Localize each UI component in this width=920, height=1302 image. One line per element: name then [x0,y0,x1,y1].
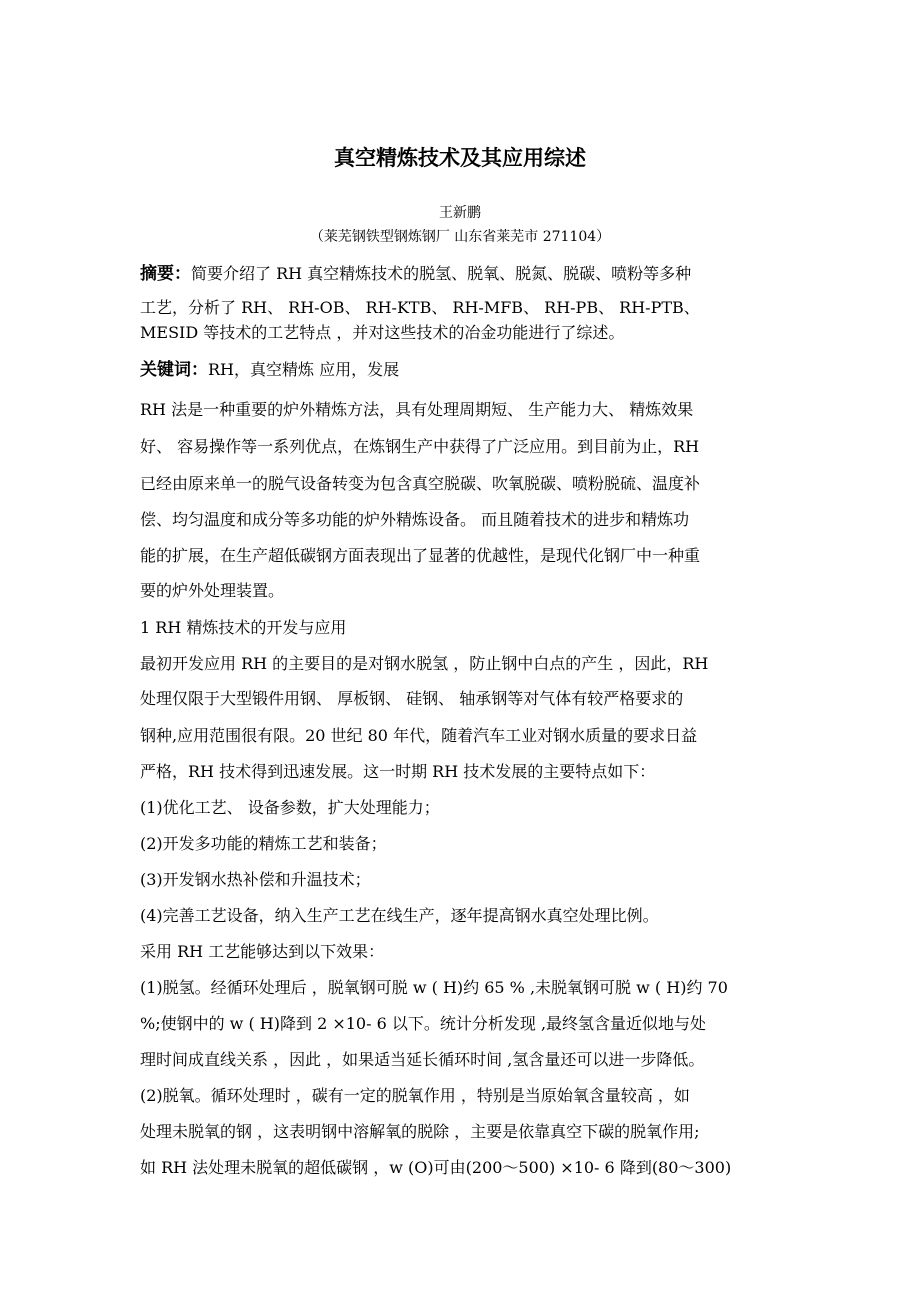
body-line: (1)脱氢。经循环处理后 ，脱氧钢可脱 w ( H)约 65 % ,未脱氧钢可脱 w ( H)约 70 [140,978,728,997]
body-line: (2)脱氧。循环处理时 ，碳有一定的脱氧作用 ，特别是当原始氧含量较高 ，如 [140,1086,690,1105]
author-affiliation: （莱芜钢铁型钢炼钢厂 山东省莱芜市 271104） [309,229,611,245]
body-line: 处理未脱氧的钢 ，这表明钢中溶解氧的脱除 ，主要是依靠真空下碳的脱氧作用; [140,1122,700,1141]
body-line: 好、 容易操作等一系列优点，在炼钢生产中获得了广泛应用。到目前为止，RH [140,437,700,456]
body-line: 理时间成直线关系 ，因此 ，如果适当延长循环时间 ,氢含量还可以进一步降低。 [140,1050,705,1069]
body-line: 严格，RH 技术得到迅速发展。这一时期 RH 技术发展的主要特点如下： [140,762,656,781]
abstract-line-2: 工艺，分析了 RH、 RH-OB、 RH-KTB、 RH-MFB、 RH-PB、 RH-PTB、 [140,298,700,317]
abstract-label: 摘要： [140,264,191,284]
author-name: 王新鹏 [439,205,481,221]
document-title: 真空精炼技术及其应用综述 [334,146,586,170]
body-line: 已经由原来单一的脱气设备转变为包含真空脱碳、吹氧脱碳、喷粉脱硫、温度补 [140,474,701,493]
section-heading: 1 RH 精炼技术的开发与应用 [140,618,347,637]
body-line: RH 法是一种重要的炉外精炼方法，具有处理周期短、 生产能力大、 精炼效果 [140,400,694,419]
list-item: (3)开发钢水热补偿和升温技术； [140,870,371,889]
keywords-label: 关键词： [140,360,208,380]
body-line: 最初开发应用 RH 的主要目的是对钢水脱氢 ，防止钢中白点的产生 ，因此，RH [140,654,709,673]
list-item: (2)开发多功能的精炼工艺和装备； [140,834,387,853]
list-item: (1)优化工艺、 设备参数，扩大处理能力； [140,798,440,817]
keywords-text: RH，真空精炼 应用，发展 [208,360,400,379]
body-line: 钢种,应用范围很有限。20 世纪 80 年代，随着汽车工业对钢水质量的要求日益 [140,726,698,745]
list-item: (4)完善工艺设备，纳入生产工艺在线生产，逐年提高钢水真空处理比例。 [140,906,659,925]
keywords-line [140,358,399,382]
body-line: 如 RH 法处理未脱氧的超低碳钢 ，w (O)可由(200～500) ×10- 6 降到(80～300) [140,1158,732,1177]
abstract-line-3: MESID 等技术的工艺特点 ，并对这些技术的冶金功能进行了综述。 [140,323,625,342]
body-line: 处理仅限于大型锻件用钢、 厚板钢、 硅钢、 轴承钢等对气体有较严格要求的 [140,689,684,708]
body-line: 采用 RH 工艺能够达到以下效果： [140,942,385,961]
body-line: 偿、均匀温度和成分等多功能的炉外精炼设备。 而且随着技术的进步和精炼功 [140,510,690,529]
body-line: 要的炉外处理装置。 [140,581,285,600]
abstract-text: 简要介绍了 RH 真空精炼技术的脱氢、脱氧、脱氮、脱碳、喷粉等多种 [191,264,692,283]
body-line: %;使钢中的 w ( H)降到 2 ×10- 6 以下。统计分析发现 ,最终氢含量近似地与处 [140,1014,707,1033]
body-line: 能的扩展，在生产超低碳钢方面表现出了显著的优越性，是现代化钢厂中一种重 [140,546,701,565]
abstract-line-1 [140,262,691,286]
